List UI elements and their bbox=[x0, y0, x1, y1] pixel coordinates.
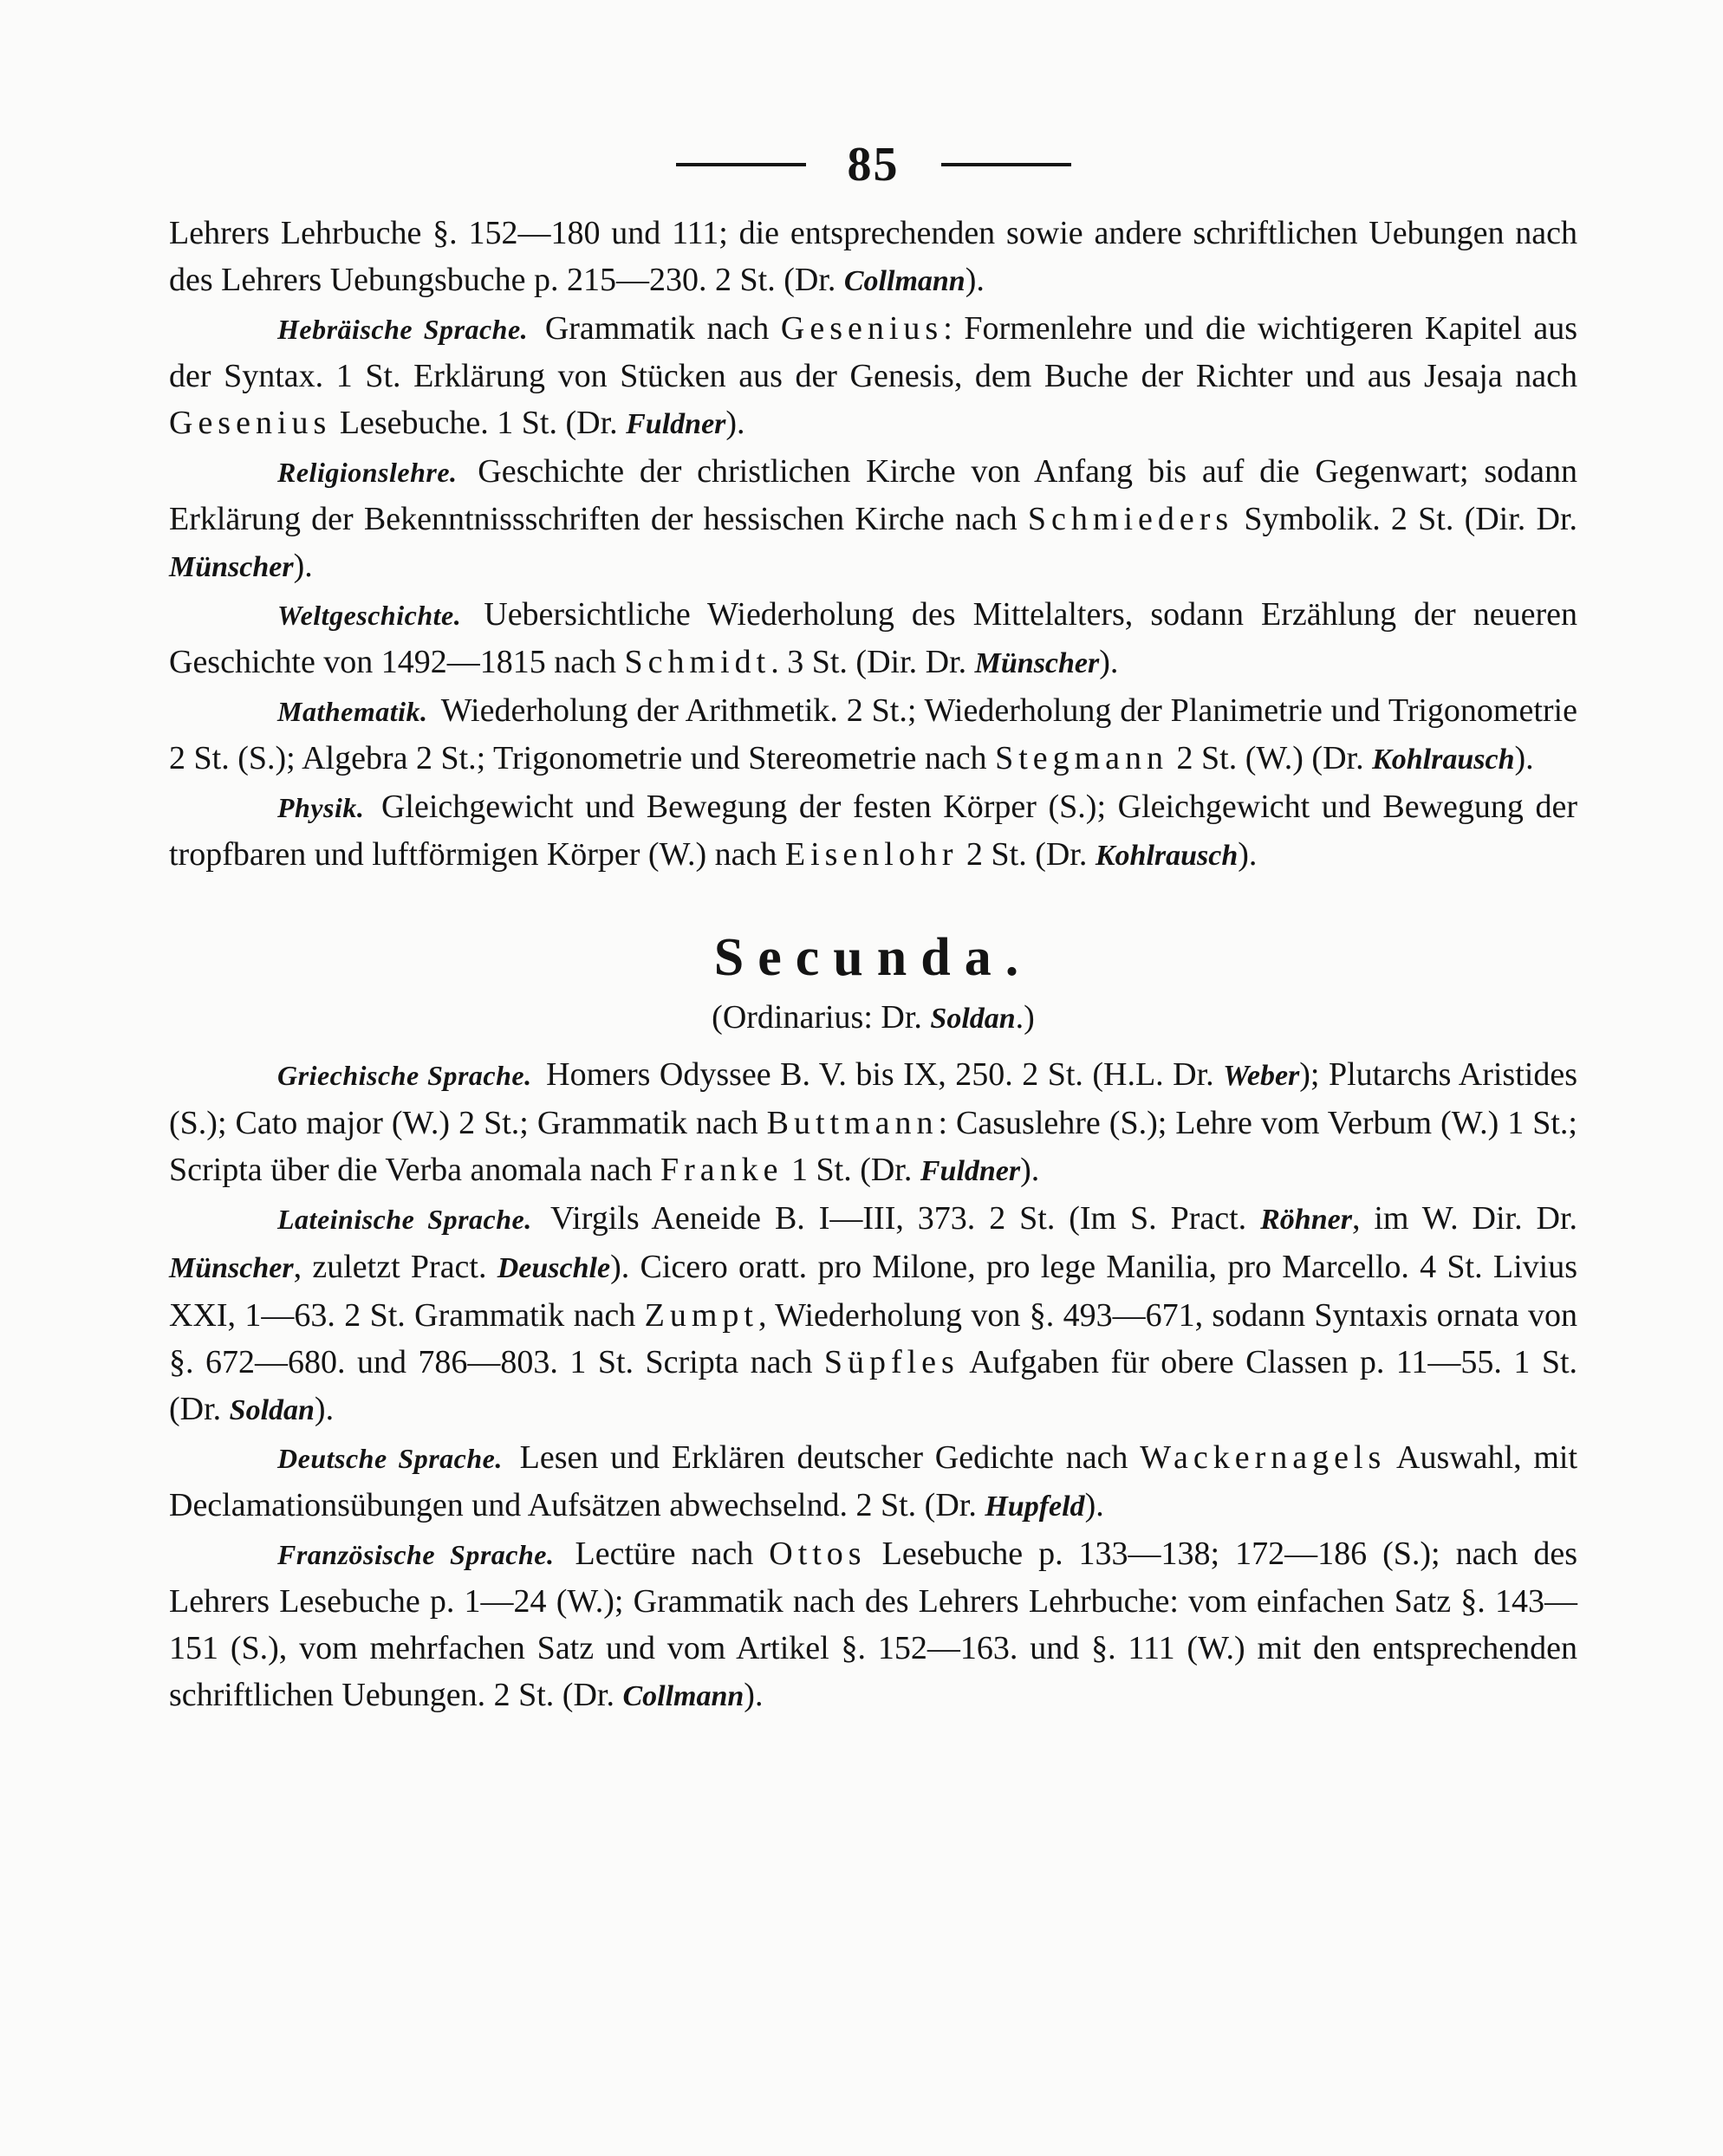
paragraph-text: : Formenlehre und die wichtigeren Kapitel aus der Syntax. 1 St. Erklärung von Stücken aus der Genesis, dem Buche der Richter und aus Jesaja nach bbox=[169, 310, 1578, 394]
paragraph-text: ); Plutarchs Aristides (S.); Cato major (W.) 2 St.; Grammatik nach bbox=[169, 1056, 1577, 1141]
teacher-name: Röhner bbox=[1260, 1204, 1352, 1236]
curriculum-paragraph bbox=[169, 687, 1577, 783]
teacher-name: Fuldner bbox=[626, 408, 726, 440]
paragraph-text: Lesebuche. 1 St. (Dr. bbox=[331, 405, 627, 441]
paragraph-text: Auswahl, mit Declamationsübungen und Aufsätzen abwechselnd. 2 St. (Dr. bbox=[169, 1439, 1578, 1523]
paragraph-text: . 3 St. (Dir. Dr. bbox=[770, 644, 975, 680]
curriculum-paragraph bbox=[169, 1434, 1577, 1530]
paragraph-text: 1 St. (Dr. bbox=[783, 1152, 920, 1188]
secunda-curriculum bbox=[169, 1051, 1577, 1720]
ordinarius-name: Soldan bbox=[930, 1003, 1016, 1035]
curriculum-paragraph bbox=[169, 783, 1577, 880]
paragraph-text: Gleichgewicht und Bewegung der festen Körper (S.); Gleichgewicht und Bewegung der tropfbaren und luftförmigen Körper (W.) nach bbox=[169, 789, 1577, 873]
teacher-name: Hupfeld bbox=[985, 1490, 1085, 1523]
curriculum-paragraph bbox=[169, 1530, 1577, 1720]
teacher-name: Deuschle bbox=[497, 1252, 611, 1284]
curriculum-paragraph bbox=[169, 448, 1577, 591]
author-name: Stegmann bbox=[995, 740, 1169, 776]
teacher-name: Kohlrausch bbox=[1372, 744, 1515, 776]
header-rule-right bbox=[941, 163, 1071, 166]
paragraph-text: ). bbox=[1099, 644, 1119, 680]
paragraph-text: Homers Odyssee B. V. bis IX, 250. 2 St. (H.L. Dr. bbox=[546, 1056, 1224, 1093]
paragraph-text: , im W. Dir. Dr. bbox=[1351, 1200, 1578, 1237]
paragraph-text: Geschichte der christlichen Kirche von Anfang bis auf die Gegenwart; sodann Erklärung der Bekenntnissschriften der hessischen Kirche nach bbox=[169, 453, 1577, 537]
document-page bbox=[169, 130, 1577, 1720]
paragraph-text: ). bbox=[725, 405, 745, 441]
author-name: Eisenlohr bbox=[784, 836, 959, 873]
author-name: Gesenius bbox=[780, 310, 944, 347]
teacher-name: Fuldner bbox=[920, 1155, 1021, 1187]
subject-heading: Deutsche Sprache. bbox=[277, 1443, 503, 1474]
curriculum-paragraph bbox=[169, 1195, 1577, 1434]
paragraph-text: ). bbox=[314, 1391, 335, 1427]
paragraph-text: Aufgaben für obere Classen p. 11—55. 1 St. (Dr. bbox=[169, 1344, 1578, 1427]
paragraph-text: 2 St. (W.) (Dr. bbox=[1168, 740, 1373, 776]
paragraph-text: Lectüre nach bbox=[575, 1536, 770, 1572]
paragraph-text: ). bbox=[965, 262, 985, 298]
paragraph-text: ). bbox=[744, 1677, 764, 1713]
teacher-name: Collmann bbox=[843, 265, 966, 297]
page-header bbox=[169, 130, 1577, 199]
curriculum-paragraph bbox=[169, 210, 1577, 305]
paragraph-text: , zuletzt Pract. bbox=[293, 1249, 497, 1285]
curriculum-paragraph bbox=[169, 1051, 1577, 1195]
paragraph-text: ). bbox=[1084, 1487, 1104, 1523]
paragraph-text: Uebersichtliche Wiederholung des Mittelalters, sodann Erzählung der neueren Geschichte von 1492—1815 nach bbox=[169, 596, 1578, 680]
paragraph-text: : Casuslehre (S.); Lehre vom Verbum (W.) 1 St.; Scripta über die Verba anomala nach bbox=[169, 1105, 1577, 1188]
paragraph-text: Lesen und Erklären deutscher Gedichte nach bbox=[519, 1439, 1141, 1476]
paragraph-text: , Wiederholung von §. 493—671, sodann Syntaxis ornata von §. 672—680. und 786—803. 1 St. Scripta nach bbox=[169, 1297, 1577, 1380]
paragraph-text: Symbolik. 2 St. (Dir. Dr. bbox=[1233, 501, 1577, 537]
subject-heading: Weltgeschichte. bbox=[277, 600, 462, 631]
author-name: Ottos bbox=[769, 1536, 867, 1572]
paragraph-text: Lesebuche p. 133—138; 172—186 (S.); nach des Lehrers Lesebuche p. 1—24 (W.); Grammatik nach des Lehrers Lehrbuche: vom einfachen Satz §. 143—151 (S.), vom mehrfachen Satz und vom Artikel §. 152—163. und §. 111 (W.) mit den entsprechenden schriftlichen Uebungen. 2 St. (Dr. bbox=[169, 1536, 1577, 1713]
paragraph-text: Lehrers Lehrbuche §. 152—180 und 111; die entsprechenden sowie andere schriftlichen Uebungen nach des Lehrers Uebungsbuche p. 215—230. 2 St. (Dr. bbox=[169, 215, 1577, 298]
ordinarius-close: .) bbox=[1015, 999, 1035, 1036]
paragraph-text: ). bbox=[1020, 1152, 1040, 1188]
ordinarius-label: (Ordinarius: Dr. bbox=[712, 999, 931, 1036]
page-number: 85 bbox=[847, 138, 900, 192]
section-ordinarius bbox=[169, 994, 1577, 1042]
subject-heading: Lateinische Sprache. bbox=[277, 1204, 532, 1235]
author-name: Franke bbox=[660, 1152, 783, 1188]
paragraph-text: ). Cicero oratt. pro Milone, pro lege Manilia, pro Marcello. 4 St. Livius XXI, 1—63. 2 St. Grammatik nach bbox=[169, 1249, 1577, 1334]
subject-heading: Hebräische Sprache. bbox=[277, 314, 529, 345]
curriculum-paragraph bbox=[169, 305, 1577, 448]
teacher-name: Kohlrausch bbox=[1095, 840, 1239, 872]
teacher-name: Soldan bbox=[229, 1394, 315, 1426]
curriculum-paragraph bbox=[169, 591, 1577, 687]
author-name: Zumpt bbox=[644, 1297, 758, 1334]
author-name: Süpfles bbox=[823, 1344, 959, 1380]
subject-heading: Griechische Sprache. bbox=[277, 1060, 532, 1091]
subject-heading: Physik. bbox=[277, 792, 365, 823]
author-name: Buttmann bbox=[766, 1105, 939, 1141]
subject-heading: Religionslehre. bbox=[277, 457, 458, 488]
teacher-name: Münscher bbox=[974, 647, 1100, 679]
subject-heading: Französische Sprache. bbox=[277, 1539, 555, 1570]
paragraph-text: ). bbox=[1238, 836, 1258, 873]
author-name: Schmidt bbox=[624, 644, 771, 680]
header-rule-left bbox=[676, 163, 806, 166]
author-name: Schmieders bbox=[1027, 501, 1234, 537]
paragraph-text: Grammatik nach bbox=[544, 310, 781, 347]
paragraph-text: Virgils Aeneide B. I—III, 373. 2 St. (Im S. Pract. bbox=[550, 1200, 1261, 1237]
prima-continuation bbox=[169, 210, 1577, 880]
subject-heading: Mathematik. bbox=[277, 696, 428, 727]
paragraph-text: Wiederholung der Arithmetik. 2 St.; Wiederholung der Planimetrie und Trigonometrie 2 St. (S.); Algebra 2 St.; Trigonometrie und Stereometrie nach bbox=[169, 692, 1577, 776]
author-name: Gesenius bbox=[169, 405, 332, 441]
teacher-name: Weber bbox=[1223, 1060, 1300, 1092]
paragraph-text: ). bbox=[293, 548, 313, 584]
teacher-name: Münscher bbox=[169, 551, 294, 583]
paragraph-text: 2 St. (Dr. bbox=[958, 836, 1096, 873]
teacher-name: Münscher bbox=[169, 1252, 294, 1284]
section-title: Secunda. bbox=[713, 928, 1033, 987]
teacher-name: Collmann bbox=[622, 1680, 744, 1712]
author-name: Wackernagels bbox=[1140, 1439, 1387, 1476]
paragraph-text: ). bbox=[1514, 740, 1534, 776]
